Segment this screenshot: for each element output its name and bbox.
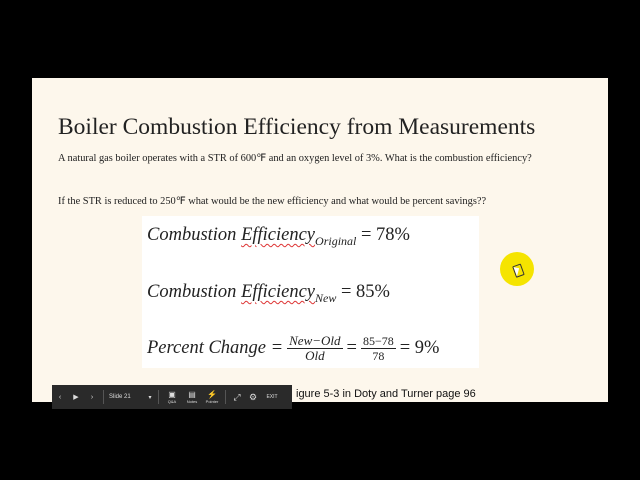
- slide-selector-caret[interactable]: [145, 385, 155, 409]
- eq2-word2: Efficiency: [241, 282, 316, 302]
- fraction-values: [361, 334, 396, 363]
- mouse-cursor-icon: [513, 265, 521, 276]
- chevron-down-icon: ▾: [148, 394, 152, 401]
- exit-label: EXIT: [266, 394, 278, 400]
- equation-image: [142, 216, 479, 368]
- follow-up-question: If the STR is reduced to 250℉ what would be the new efficiency and what would be percent savings??: [58, 196, 487, 207]
- divider: [225, 390, 226, 404]
- slide: [32, 78, 608, 402]
- equation-original: [147, 225, 410, 249]
- gear-icon: ⚙: [248, 391, 258, 402]
- qa-button[interactable]: [162, 385, 182, 409]
- eq3-lhs: Percent Change =: [147, 338, 284, 358]
- slide-selector[interactable]: [107, 385, 145, 409]
- previous-slide-button[interactable]: [52, 385, 68, 409]
- qa-label: Q&A: [167, 399, 177, 404]
- slide-number-label: Slide 21: [109, 394, 131, 400]
- settings-button[interactable]: [245, 385, 261, 409]
- fraction-new-old: [287, 334, 342, 363]
- eq2-result: = 85%: [341, 282, 390, 302]
- pointer-icon: ⚡: [207, 390, 217, 399]
- eq2-word1: Combustion: [147, 282, 237, 302]
- slide-title: Boiler Combustion Efficiency from Measurements: [58, 114, 536, 140]
- exit-button[interactable]: [261, 385, 283, 409]
- eq2-subscript: New: [315, 291, 337, 305]
- problem-statement: A natural gas boiler operates with a STR of 600℉ and an oxygen level of 3%. What is the combustion efficiency?: [58, 153, 532, 164]
- eq1-subscript: Original: [315, 234, 357, 248]
- eq3-result: = 9%: [399, 338, 440, 358]
- eq1-result: = 78%: [361, 225, 410, 245]
- next-slide-button[interactable]: [84, 385, 100, 409]
- frac1-numerator: New−Old: [289, 333, 341, 348]
- presenter-toolbar: [52, 385, 292, 409]
- equation-new: [147, 282, 390, 306]
- frac2-numerator: 85−78: [362, 334, 394, 348]
- notes-icon: ▤: [188, 390, 196, 399]
- pointer-label: Pointer: [205, 399, 219, 404]
- pointer-button[interactable]: [202, 385, 222, 409]
- play-button[interactable]: [68, 385, 84, 409]
- frac1-denominator: Old: [305, 348, 325, 363]
- chevron-right-icon: ›: [90, 393, 94, 401]
- eq1-word1: Combustion: [147, 225, 237, 245]
- equation-percent-change: [147, 334, 439, 363]
- eq3-equals: =: [346, 338, 357, 358]
- notes-button[interactable]: [182, 385, 202, 409]
- chevron-left-icon: ‹: [58, 393, 62, 401]
- fullscreen-icon: ⤢: [233, 391, 241, 402]
- fullscreen-button[interactable]: [229, 385, 245, 409]
- divider: [103, 390, 104, 404]
- eq1-word2: Efficiency: [241, 225, 316, 245]
- qa-icon: ▣: [168, 390, 176, 399]
- play-icon: ▶: [73, 394, 79, 401]
- notes-label: Notes: [186, 399, 198, 404]
- frac2-denominator: 78: [372, 349, 385, 363]
- footnote: igure 5-3 in Doty and Turner page 96: [296, 388, 476, 400]
- divider: [158, 390, 159, 404]
